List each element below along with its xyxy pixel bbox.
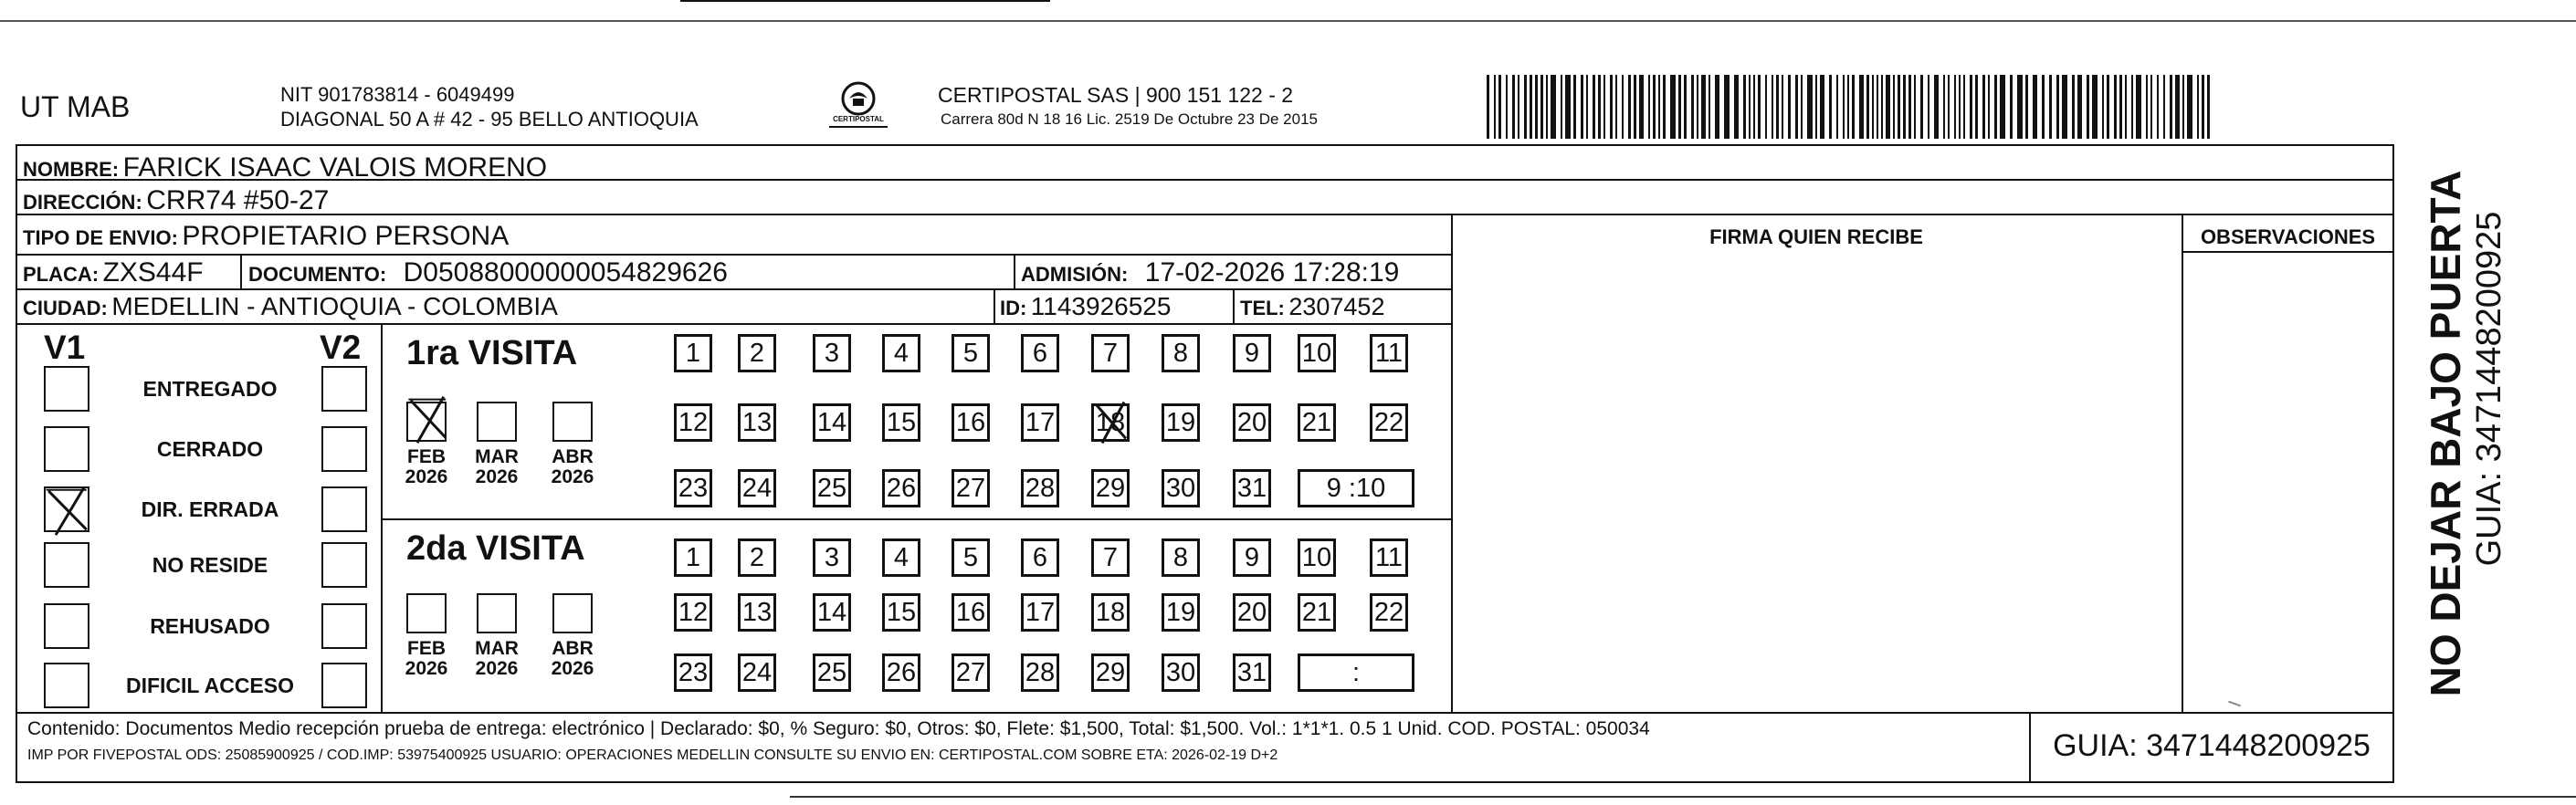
visit1-day-box[interactable]: 5	[952, 334, 990, 372]
visit2-day-box[interactable]: 26	[882, 653, 920, 692]
visit2-day-box[interactable]: 2	[738, 538, 776, 577]
visit2-day-box[interactable]: 12	[674, 593, 712, 632]
admission-field	[1021, 259, 1399, 287]
admission-value: 17-02-2026 17:28:19	[1144, 257, 1400, 288]
name-field	[23, 154, 547, 182]
company-nit: NIT 901783814 - 6049499	[280, 83, 515, 106]
status-v2-checkbox[interactable]	[321, 366, 367, 412]
visit2-day-box[interactable]: 8	[1162, 538, 1200, 577]
visit1-day-box[interactable]: 11	[1370, 334, 1408, 372]
visit2-day-box[interactable]: 30	[1162, 653, 1200, 692]
visit1-day-box[interactable]: 8	[1162, 334, 1200, 372]
scan-edge-top	[680, 0, 1050, 2]
name-value: FARICK ISAAC VALOIS MORENO	[122, 152, 548, 183]
visit1-day-box[interactable]: 29	[1091, 469, 1130, 507]
visit1-day-box[interactable]: 26	[882, 469, 920, 507]
visit2-day-box[interactable]: 13	[738, 593, 776, 632]
visit2-day-box[interactable]: 28	[1021, 653, 1059, 692]
visit1-day-box[interactable]: 10	[1298, 334, 1336, 372]
status-label: REHUSADO	[150, 614, 270, 638]
visit1-day-box[interactable]: 16	[952, 403, 990, 442]
visit1-day-box[interactable]: 17	[1021, 403, 1059, 442]
address-field	[23, 187, 329, 214]
certipostal-logo	[822, 78, 895, 139]
col-line	[1451, 214, 1453, 712]
type-field	[23, 223, 509, 250]
company-address: DIAGONAL 50 A # 42 - 95 BELLO ANTIOQUIA	[280, 108, 699, 131]
visit2-day-box[interactable]: 1	[674, 538, 712, 577]
visit2-title: 2da VISITA	[406, 529, 585, 568]
visit2-day-box[interactable]: 4	[882, 538, 920, 577]
visit2-day-box[interactable]: 19	[1162, 593, 1200, 632]
visit1-day-box[interactable]: 13	[738, 403, 776, 442]
id-value: 1143926525	[1030, 292, 1172, 320]
col-line	[1014, 254, 1015, 288]
visit2-month-label: MAR 2026	[475, 638, 519, 680]
visit2-day-box[interactable]: 20	[1233, 593, 1271, 632]
visit2-day-box[interactable]: 21	[1298, 593, 1336, 632]
visit2-day-box[interactable]: 18	[1091, 593, 1130, 632]
address-label: DIRECCIÓN:	[23, 191, 142, 214]
logo-text: CERTIPOSTAL	[833, 115, 884, 123]
doc-label: DOCUMENTO:	[248, 263, 387, 286]
visit1-day-box[interactable]: 19	[1162, 403, 1200, 442]
visit2-time-box[interactable]: :	[1298, 653, 1414, 692]
visit2-month-label: FEB 2026	[405, 638, 448, 680]
visit2-month-label: ABR 2026	[551, 638, 594, 680]
visit2-day-box[interactable]: 5	[952, 538, 990, 577]
visit1-day-box[interactable]: 28	[1021, 469, 1059, 507]
status-label: DIR. ERRADA	[141, 497, 279, 521]
col-line	[381, 323, 383, 712]
row-line	[16, 323, 1451, 325]
logo-icon	[822, 78, 895, 139]
visit1-day-box[interactable]: 12	[674, 403, 712, 442]
visit1-day-check-mark	[1093, 400, 1130, 445]
scan-edge-line	[0, 20, 2576, 22]
visit1-month-label: FEB 2026	[405, 446, 448, 488]
visit2-day-box[interactable]: 9	[1233, 538, 1271, 577]
visit2-day-box[interactable]: 25	[813, 653, 851, 692]
carrier-name: CERTIPOSTAL SAS | 900 151 122 - 2	[938, 83, 1294, 107]
status-label: NO RESIDE	[152, 553, 268, 577]
visit2-day-box[interactable]: 11	[1370, 538, 1408, 577]
tel-value: 2307452	[1288, 293, 1385, 320]
footer-guia: GUIA: 3471448200925	[2053, 728, 2371, 763]
type-value: PROPIETARIO PERSONA	[182, 221, 510, 251]
id-field	[1000, 294, 1171, 319]
visit1-month-label: MAR 2026	[475, 446, 519, 488]
visit1-month-label: ABR 2026	[551, 446, 594, 488]
doc-value: D05088000000054829626	[403, 257, 728, 288]
city-field	[23, 294, 558, 319]
visit1-day-box[interactable]: 22	[1370, 403, 1408, 442]
status-label: ENTREGADO	[142, 377, 278, 401]
visit2-day-box[interactable]: 6	[1021, 538, 1059, 577]
visit2-day-box[interactable]: 7	[1091, 538, 1130, 577]
id-label: ID:	[1000, 297, 1027, 319]
visit2-day-box[interactable]: 27	[952, 653, 990, 692]
col-line	[2182, 214, 2183, 712]
visit1-day-box[interactable]: 6	[1021, 334, 1059, 372]
visit2-day-box[interactable]: 31	[1233, 653, 1271, 692]
visit2-day-box[interactable]: 15	[882, 593, 920, 632]
status-v2-checkbox[interactable]	[321, 603, 367, 649]
company-name: UT MAB	[20, 90, 131, 123]
v1-label: V1	[44, 329, 86, 366]
no-dejar-warning: NO DEJAR BAJO PUERTA	[2422, 170, 2469, 697]
tel-field	[1240, 295, 1384, 319]
observations-area[interactable]	[2184, 254, 2392, 710]
visit2-month-checkbox[interactable]	[552, 593, 593, 633]
footer-line	[16, 712, 2394, 714]
visit2-day-box[interactable]: 3	[813, 538, 851, 577]
tel-label: TEL:	[1240, 297, 1285, 319]
status-label: DIFICIL ACCESO	[125, 674, 294, 697]
barcode	[1487, 75, 2213, 139]
status-check-mark	[44, 485, 91, 538]
status-v2-checkbox[interactable]	[321, 486, 367, 532]
row-line	[16, 254, 1451, 256]
col-line	[240, 254, 242, 288]
city-value: MEDELLIN - ANTIOQUIA - COLOMBIA	[111, 292, 558, 320]
visit1-month-check-mark	[406, 394, 450, 445]
visit1-title: 1ra VISITA	[406, 334, 578, 372]
status-v1-checkbox[interactable]	[44, 542, 89, 588]
visit1-day-box[interactable]: 20	[1233, 403, 1271, 442]
status-v2-checkbox[interactable]	[321, 542, 367, 588]
visit1-day-box[interactable]: 14	[813, 403, 851, 442]
row-line	[16, 288, 1451, 290]
visit1-time-box[interactable]: 9 :10	[1298, 469, 1414, 507]
visit1-day-box[interactable]: 7	[1091, 334, 1130, 372]
col-line	[1233, 288, 1235, 323]
visit1-day-box[interactable]: 9	[1233, 334, 1271, 372]
visit-split-line	[381, 518, 1451, 520]
scan-edge-bottom	[790, 796, 2576, 798]
address-value: CRR74 #50-27	[146, 185, 330, 215]
row-line	[16, 214, 2394, 215]
observaciones-label: OBSERVACIONES	[2200, 225, 2376, 248]
visit2-day-box[interactable]: 23	[674, 653, 712, 692]
visit2-day-box[interactable]: 17	[1021, 593, 1059, 632]
visit2-day-box[interactable]: 29	[1091, 653, 1130, 692]
visit1-day-box[interactable]: 30	[1162, 469, 1200, 507]
row-line	[2182, 251, 2394, 253]
footer-print-info: IMP POR FIVEPOSTAL ODS: 25085900925 / COD.IMP: 53975400925 USUARIO: OPERACIONES MEDELLIN CONSULTE SU ENVIO EN: CERTIPOSTAL.COM SOBRE ETA: 2026-02-19 D+2	[27, 748, 1278, 763]
plate-value: ZXS44F	[102, 257, 204, 288]
visit1-day-box[interactable]: 15	[882, 403, 920, 442]
visit1-day-box[interactable]: 21	[1298, 403, 1336, 442]
footer-content: Contenido: Documentos Medio recepción prueba de entrega: electrónico | Declarado: $0, % Seguro: $0, Otros: $0, Flete: $1,500, Total: $1,500. Vol.: 1*1*1. 0.5 1 Unid. COD. POSTAL: 050034	[27, 718, 1650, 739]
visit1-day-box[interactable]: 4	[882, 334, 920, 372]
v2-label: V2	[320, 329, 362, 366]
visit1-day-box[interactable]: 31	[1233, 469, 1271, 507]
carrier-address: Carrera 80d N 18 16 Lic. 2519 De Octubre 23 De 2015	[941, 110, 1318, 128]
side-guia: GUIA: 3471448200925	[2470, 211, 2508, 567]
visit1-day-box[interactable]: 23	[674, 469, 712, 507]
signature-area[interactable]	[1454, 256, 2180, 710]
status-v1-checkbox[interactable]	[44, 366, 89, 412]
visit1-day-box[interactable]: 1	[674, 334, 712, 372]
status-v2-checkbox[interactable]	[321, 663, 367, 708]
visit1-day-box[interactable]: 18	[1091, 403, 1130, 442]
status-v2-checkbox[interactable]	[321, 426, 367, 472]
type-label: TIPO DE ENVIO:	[23, 226, 178, 249]
visit1-month-checkbox[interactable]	[552, 402, 593, 442]
city-label: CIUDAD:	[23, 297, 108, 319]
doc-field	[248, 259, 728, 287]
visit1-day-box[interactable]: 24	[738, 469, 776, 507]
visit2-month-checkbox[interactable]	[477, 593, 517, 633]
visit1-month-checkbox[interactable]	[477, 402, 517, 442]
visit2-day-box[interactable]: 22	[1370, 593, 1408, 632]
visit1-day-box[interactable]: 27	[952, 469, 990, 507]
col-line	[994, 288, 995, 323]
status-v1-checkbox[interactable]	[44, 663, 89, 708]
visit2-day-box[interactable]: 14	[813, 593, 851, 632]
visit1-day-box[interactable]: 3	[813, 334, 851, 372]
status-v1-checkbox[interactable]	[44, 426, 89, 472]
visit1-day-box[interactable]: 25	[813, 469, 851, 507]
plate-field	[23, 259, 204, 287]
visit1-day-box[interactable]: 2	[738, 334, 776, 372]
status-label: CERRADO	[156, 437, 264, 461]
firma-label: FIRMA QUIEN RECIBE	[1709, 225, 1923, 248]
visit2-month-checkbox[interactable]	[406, 593, 447, 633]
name-label: NOMBRE:	[23, 158, 120, 181]
visit2-day-box[interactable]: 24	[738, 653, 776, 692]
plate-label: PLACA:	[23, 263, 100, 286]
status-v1-checkbox[interactable]	[44, 603, 89, 649]
visit2-day-box[interactable]: 16	[952, 593, 990, 632]
visit2-day-box[interactable]: 10	[1298, 538, 1336, 577]
admission-label: ADMISIÓN:	[1021, 263, 1129, 286]
